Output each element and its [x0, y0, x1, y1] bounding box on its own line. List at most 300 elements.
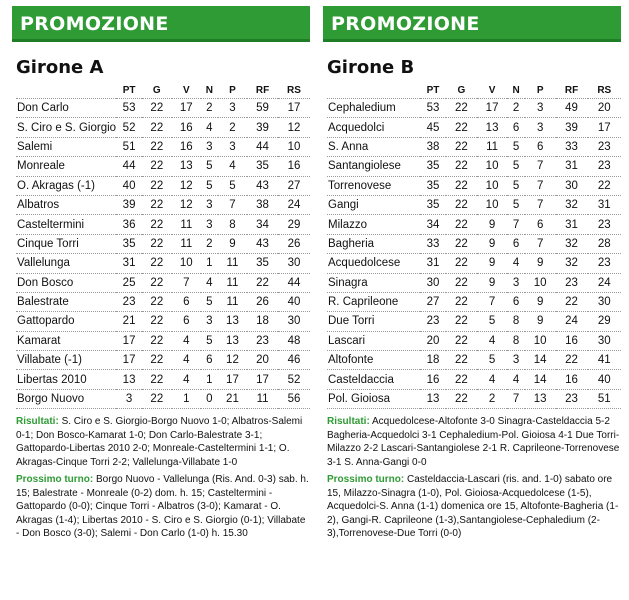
header-p: P [525, 82, 556, 99]
stat-pt: 33 [420, 234, 446, 253]
table-row [327, 292, 621, 311]
stat-v: 4 [477, 370, 508, 389]
stat-p: 10 [525, 273, 556, 292]
team-name: Pol. Gioiosa [327, 389, 420, 408]
header-v: V [477, 82, 508, 99]
stat-n: 2 [507, 99, 524, 118]
stat-n: 4 [201, 273, 218, 292]
results-block [16, 415, 310, 469]
stat-v: 2 [477, 389, 508, 408]
stat-rs: 31 [588, 195, 621, 214]
stat-pt: 51 [116, 137, 142, 156]
stat-g: 22 [446, 351, 477, 370]
table-row [327, 312, 621, 331]
stat-rs: 29 [278, 215, 310, 234]
table-row [327, 254, 621, 273]
header-g: G [142, 82, 171, 99]
stat-v: 10 [477, 176, 508, 195]
stat-rs: 29 [588, 312, 621, 331]
stat-g: 22 [142, 292, 171, 311]
stat-rf: 49 [556, 99, 588, 118]
team-name: S. Anna [327, 137, 420, 156]
stat-g: 22 [446, 273, 477, 292]
stat-pt: 13 [116, 370, 142, 389]
stat-pt: 18 [420, 351, 446, 370]
standings-table [16, 82, 310, 409]
header-g: G [446, 82, 477, 99]
stat-n: 5 [201, 331, 218, 350]
stat-pt: 39 [116, 195, 142, 214]
table-row [327, 157, 621, 176]
team-name: Milazzo [327, 215, 420, 234]
stat-pt: 38 [420, 137, 446, 156]
stat-rs: 30 [588, 331, 621, 350]
stat-n: 5 [507, 137, 524, 156]
stat-pt: 17 [116, 351, 142, 370]
stat-rf: 35 [247, 157, 278, 176]
stat-v: 5 [477, 351, 508, 370]
stat-rf: 32 [556, 195, 588, 214]
stat-n: 7 [507, 215, 524, 234]
stat-p: 8 [218, 215, 247, 234]
stat-n: 3 [507, 273, 524, 292]
stat-rs: 56 [278, 389, 310, 408]
stat-rf: 43 [247, 176, 278, 195]
table-row [327, 137, 621, 156]
table-row [16, 370, 310, 389]
stat-v: 6 [172, 292, 201, 311]
header-v: V [172, 82, 201, 99]
stat-rs: 51 [588, 389, 621, 408]
header-rs: RS [588, 82, 621, 99]
stat-rf: 38 [247, 195, 278, 214]
stat-pt: 20 [420, 331, 446, 350]
stat-v: 16 [172, 137, 201, 156]
stat-g: 22 [446, 254, 477, 273]
stat-g: 22 [142, 312, 171, 331]
table-row [16, 195, 310, 214]
table-row [327, 215, 621, 234]
stat-pt: 40 [116, 176, 142, 195]
stat-g: 22 [142, 99, 171, 118]
stat-rs: 48 [278, 331, 310, 350]
stat-g: 22 [142, 254, 171, 273]
stat-pt: 21 [116, 312, 142, 331]
stat-v: 17 [477, 99, 508, 118]
stat-n: 5 [201, 157, 218, 176]
header-n: N [507, 82, 524, 99]
stat-v: 12 [172, 195, 201, 214]
table-row [16, 137, 310, 156]
stat-n: 6 [507, 118, 524, 137]
stat-pt: 35 [116, 234, 142, 253]
stat-p: 3 [525, 118, 556, 137]
stat-p: 9 [525, 292, 556, 311]
stat-p: 6 [525, 137, 556, 156]
team-name: Torrenovese [327, 176, 420, 195]
stat-g: 22 [142, 215, 171, 234]
table-row [16, 351, 310, 370]
stat-g: 22 [446, 370, 477, 389]
stat-pt: 27 [420, 292, 446, 311]
stat-v: 11 [172, 234, 201, 253]
stat-v: 11 [477, 137, 508, 156]
stat-g: 22 [142, 370, 171, 389]
table-row [16, 176, 310, 195]
stat-rs: 22 [588, 176, 621, 195]
stat-v: 10 [477, 157, 508, 176]
stat-n: 2 [201, 234, 218, 253]
stat-rf: 23 [556, 273, 588, 292]
stat-g: 22 [446, 292, 477, 311]
stat-p: 7 [525, 157, 556, 176]
header-rs: RS [278, 82, 310, 99]
stat-p: 11 [218, 254, 247, 273]
stat-rf: 35 [247, 254, 278, 273]
stat-g: 22 [142, 389, 171, 408]
table-row [327, 389, 621, 408]
results-text: Acquedolcese-Altofonte 3-0 Sinagra-Casteldaccia 5-2 Bagheria-Acquedolci 3-1 Cephaledium-Pol. Gioiosa 4-1 Due Torri-Milazzo 2-2 Lascari-Santangiolese 2-1 R. Caprileone-Torrenovese 3-1 S. Anna-Gangi 0-0 [327, 416, 620, 468]
stat-g: 22 [446, 331, 477, 350]
stat-rf: 26 [247, 292, 278, 311]
stat-g: 22 [142, 157, 171, 176]
results-label: Risultati: [327, 416, 370, 428]
stat-g: 22 [142, 176, 171, 195]
next-round-block [16, 473, 310, 541]
stat-g: 22 [446, 157, 477, 176]
stat-p: 7 [525, 195, 556, 214]
stat-n: 4 [507, 254, 524, 273]
stat-g: 22 [142, 273, 171, 292]
team-name: Villabate (-1) [16, 351, 116, 370]
stat-v: 7 [172, 273, 201, 292]
stat-rf: 44 [247, 137, 278, 156]
stat-n: 1 [201, 254, 218, 273]
stat-rf: 17 [247, 370, 278, 389]
stat-rs: 30 [278, 312, 310, 331]
stat-p: 12 [218, 351, 247, 370]
stat-pt: 30 [420, 273, 446, 292]
team-name: Gangi [327, 195, 420, 214]
stat-pt: 35 [420, 195, 446, 214]
panel-girone-b [323, 0, 621, 541]
table-row [16, 273, 310, 292]
stat-rs: 26 [278, 234, 310, 253]
results-label: Risultati: [16, 416, 59, 428]
stat-n: 2 [201, 99, 218, 118]
stat-rs: 24 [278, 195, 310, 214]
table-row [327, 176, 621, 195]
team-name: Vallelunga [16, 254, 116, 273]
next-round-label: Prossimo turno: [327, 474, 405, 486]
team-name: Salemi [16, 137, 116, 156]
table-row [16, 389, 310, 408]
stat-v: 4 [172, 351, 201, 370]
stat-rs: 16 [278, 157, 310, 176]
stat-rf: 31 [556, 215, 588, 234]
stat-p: 21 [218, 389, 247, 408]
stat-p: 11 [218, 273, 247, 292]
standings-table [327, 82, 621, 409]
stat-pt: 3 [116, 389, 142, 408]
table-row [327, 118, 621, 137]
table-row [327, 234, 621, 253]
header-rf: RF [556, 82, 588, 99]
stat-v: 11 [172, 215, 201, 234]
table-header-row [327, 82, 621, 99]
stat-pt: 45 [420, 118, 446, 137]
header-pt: PT [116, 82, 142, 99]
results-block [327, 415, 621, 469]
stat-g: 22 [142, 234, 171, 253]
team-name: R. Caprileone [327, 292, 420, 311]
stat-v: 10 [477, 195, 508, 214]
stat-g: 22 [446, 99, 477, 118]
stat-rf: 33 [556, 137, 588, 156]
stat-p: 6 [525, 215, 556, 234]
stat-pt: 17 [116, 331, 142, 350]
stat-v: 16 [172, 118, 201, 137]
stat-n: 4 [201, 118, 218, 137]
stat-g: 22 [142, 137, 171, 156]
stat-n: 6 [507, 292, 524, 311]
stat-v: 13 [172, 157, 201, 176]
table-row [16, 157, 310, 176]
stat-rs: 17 [278, 99, 310, 118]
stat-rs: 52 [278, 370, 310, 389]
stat-rf: 23 [556, 389, 588, 408]
stat-pt: 25 [116, 273, 142, 292]
panel-girone-a [12, 0, 310, 541]
stat-rf: 31 [556, 157, 588, 176]
stat-p: 7 [218, 195, 247, 214]
stat-rs: 46 [278, 351, 310, 370]
table-row [327, 331, 621, 350]
stat-n: 7 [507, 389, 524, 408]
stat-p: 9 [525, 312, 556, 331]
stat-p: 13 [218, 331, 247, 350]
section-banner: PROMOZIONE [12, 6, 310, 42]
header-rf: RF [247, 82, 278, 99]
stat-rf: 39 [247, 118, 278, 137]
stat-rs: 40 [278, 292, 310, 311]
stat-n: 0 [201, 389, 218, 408]
stat-rs: 23 [588, 157, 621, 176]
stat-rs: 23 [588, 254, 621, 273]
stat-g: 22 [142, 195, 171, 214]
header-team [16, 82, 116, 99]
stat-rs: 40 [588, 370, 621, 389]
stat-v: 9 [477, 234, 508, 253]
stat-v: 10 [172, 254, 201, 273]
stat-n: 1 [201, 370, 218, 389]
stat-n: 6 [201, 351, 218, 370]
stat-v: 17 [172, 99, 201, 118]
stat-rs: 10 [278, 137, 310, 156]
stat-rs: 30 [278, 254, 310, 273]
stat-v: 4 [172, 370, 201, 389]
stat-rs: 24 [588, 273, 621, 292]
stat-v: 5 [477, 312, 508, 331]
stat-rf: 39 [556, 118, 588, 137]
header-pt: PT [420, 82, 446, 99]
stat-n: 3 [201, 137, 218, 156]
stat-g: 22 [142, 118, 171, 137]
stat-p: 10 [525, 331, 556, 350]
stat-rf: 30 [556, 176, 588, 195]
table-row [16, 234, 310, 253]
team-name: Cinque Torri [16, 234, 116, 253]
stat-p: 9 [525, 254, 556, 273]
stat-pt: 31 [116, 254, 142, 273]
stat-v: 7 [477, 292, 508, 311]
stat-rf: 22 [247, 273, 278, 292]
stat-n: 3 [507, 351, 524, 370]
table-row [16, 312, 310, 331]
stat-rf: 18 [247, 312, 278, 331]
header-team [327, 82, 420, 99]
stat-p: 3 [525, 99, 556, 118]
stat-g: 22 [446, 118, 477, 137]
stat-v: 6 [172, 312, 201, 331]
stat-rs: 28 [588, 234, 621, 253]
stat-n: 4 [507, 370, 524, 389]
table-row [327, 99, 621, 118]
stat-rf: 22 [556, 351, 588, 370]
stat-pt: 34 [420, 215, 446, 234]
results-text: S. Ciro e S. Giorgio-Borgo Nuovo 1-0; Albatros-Salemi 0-1; Don Bosco-Kamarat 1-0; Don Carlo-Balestrate 3-1; Gattopardo-Libertas 2010 2-0; Monreale-Casteltermini 1-1; O. Akragas-Cinque Torri 2-2; Vallelunga-Villabate 1-0 [16, 416, 303, 468]
stat-p: 4 [218, 157, 247, 176]
stat-rs: 41 [588, 351, 621, 370]
stat-v: 9 [477, 215, 508, 234]
table-row [327, 273, 621, 292]
stat-rf: 16 [556, 331, 588, 350]
stat-pt: 13 [420, 389, 446, 408]
team-name: Albatros [16, 195, 116, 214]
stat-n: 5 [507, 157, 524, 176]
team-name: Casteltermini [16, 215, 116, 234]
team-name: Due Torri [327, 312, 420, 331]
stat-g: 22 [446, 215, 477, 234]
team-name: Monreale [16, 157, 116, 176]
stat-rs: 44 [278, 273, 310, 292]
stat-p: 5 [218, 176, 247, 195]
stat-pt: 52 [116, 118, 142, 137]
table-row [327, 370, 621, 389]
table-row [16, 254, 310, 273]
stat-n: 5 [201, 176, 218, 195]
stat-pt: 23 [116, 292, 142, 311]
stat-pt: 35 [420, 176, 446, 195]
stat-v: 4 [477, 331, 508, 350]
stat-v: 13 [477, 118, 508, 137]
stat-rs: 17 [588, 118, 621, 137]
stat-n: 8 [507, 312, 524, 331]
stat-rs: 20 [588, 99, 621, 118]
team-name: Acquedolcese [327, 254, 420, 273]
stat-n: 5 [507, 195, 524, 214]
team-name: Altofonte [327, 351, 420, 370]
header-n: N [201, 82, 218, 99]
next-round-label: Prossimo turno: [16, 474, 94, 486]
stat-rf: 32 [556, 254, 588, 273]
stat-p: 7 [525, 234, 556, 253]
stat-rf: 20 [247, 351, 278, 370]
table-row [16, 215, 310, 234]
team-name: Lascari [327, 331, 420, 350]
stat-rf: 32 [556, 234, 588, 253]
stat-v: 12 [172, 176, 201, 195]
team-name: Don Carlo [16, 99, 116, 118]
stat-p: 3 [218, 99, 247, 118]
stat-n: 3 [201, 215, 218, 234]
stat-p: 14 [525, 370, 556, 389]
team-name: Gattopardo [16, 312, 116, 331]
group-title: Girone B [327, 57, 415, 78]
stat-rf: 59 [247, 99, 278, 118]
stat-rf: 22 [556, 292, 588, 311]
stat-v: 9 [477, 273, 508, 292]
stat-p: 17 [218, 370, 247, 389]
stat-rs: 23 [588, 215, 621, 234]
table-row [327, 195, 621, 214]
table-row [327, 351, 621, 370]
stat-v: 9 [477, 254, 508, 273]
stat-rs: 30 [588, 292, 621, 311]
stat-g: 22 [446, 137, 477, 156]
stat-rf: 23 [247, 331, 278, 350]
stat-v: 4 [172, 331, 201, 350]
team-name: Don Bosco [16, 273, 116, 292]
stat-pt: 53 [420, 99, 446, 118]
stat-rs: 23 [588, 137, 621, 156]
stat-pt: 16 [420, 370, 446, 389]
section-banner: PROMOZIONE [323, 6, 621, 42]
stat-n: 6 [507, 234, 524, 253]
table-row [16, 331, 310, 350]
stat-g: 22 [446, 176, 477, 195]
team-name: Bagheria [327, 234, 420, 253]
stat-g: 22 [142, 331, 171, 350]
stat-pt: 53 [116, 99, 142, 118]
stat-n: 3 [201, 195, 218, 214]
table-header-row [16, 82, 310, 99]
stat-g: 22 [446, 234, 477, 253]
table-row [16, 292, 310, 311]
stat-pt: 44 [116, 157, 142, 176]
team-name: Kamarat [16, 331, 116, 350]
stat-n: 5 [201, 292, 218, 311]
stat-pt: 23 [420, 312, 446, 331]
team-name: Casteldaccia [327, 370, 420, 389]
next-round-text: Borgo Nuovo - Vallelunga (Ris. And. 0-3) sab. h. 15; Balestrate - Monreale (0-2) dom. h. 15; Casteltermini - Gattopardo (0-0); Cinque Torri - Albatros (3-0); Kamarat - O. Akragas (1-4); Libertas 2010 - S. Ciro e S. Giorgio (0-1); Villabate - Don Bosco (3-0); Salemi - Don Carlo (1-0) h. 15.30 [16, 474, 309, 540]
stat-pt: 35 [420, 157, 446, 176]
stat-v: 1 [172, 389, 201, 408]
stat-rf: 24 [556, 312, 588, 331]
team-name: O. Akragas (-1) [16, 176, 116, 195]
stat-rf: 43 [247, 234, 278, 253]
stat-p: 9 [218, 234, 247, 253]
stat-p: 3 [218, 137, 247, 156]
stat-p: 13 [525, 389, 556, 408]
stat-n: 3 [201, 312, 218, 331]
stat-g: 22 [446, 195, 477, 214]
team-name: Libertas 2010 [16, 370, 116, 389]
stat-pt: 31 [420, 254, 446, 273]
stat-rf: 11 [247, 389, 278, 408]
team-name: Sinagra [327, 273, 420, 292]
stat-rf: 34 [247, 215, 278, 234]
